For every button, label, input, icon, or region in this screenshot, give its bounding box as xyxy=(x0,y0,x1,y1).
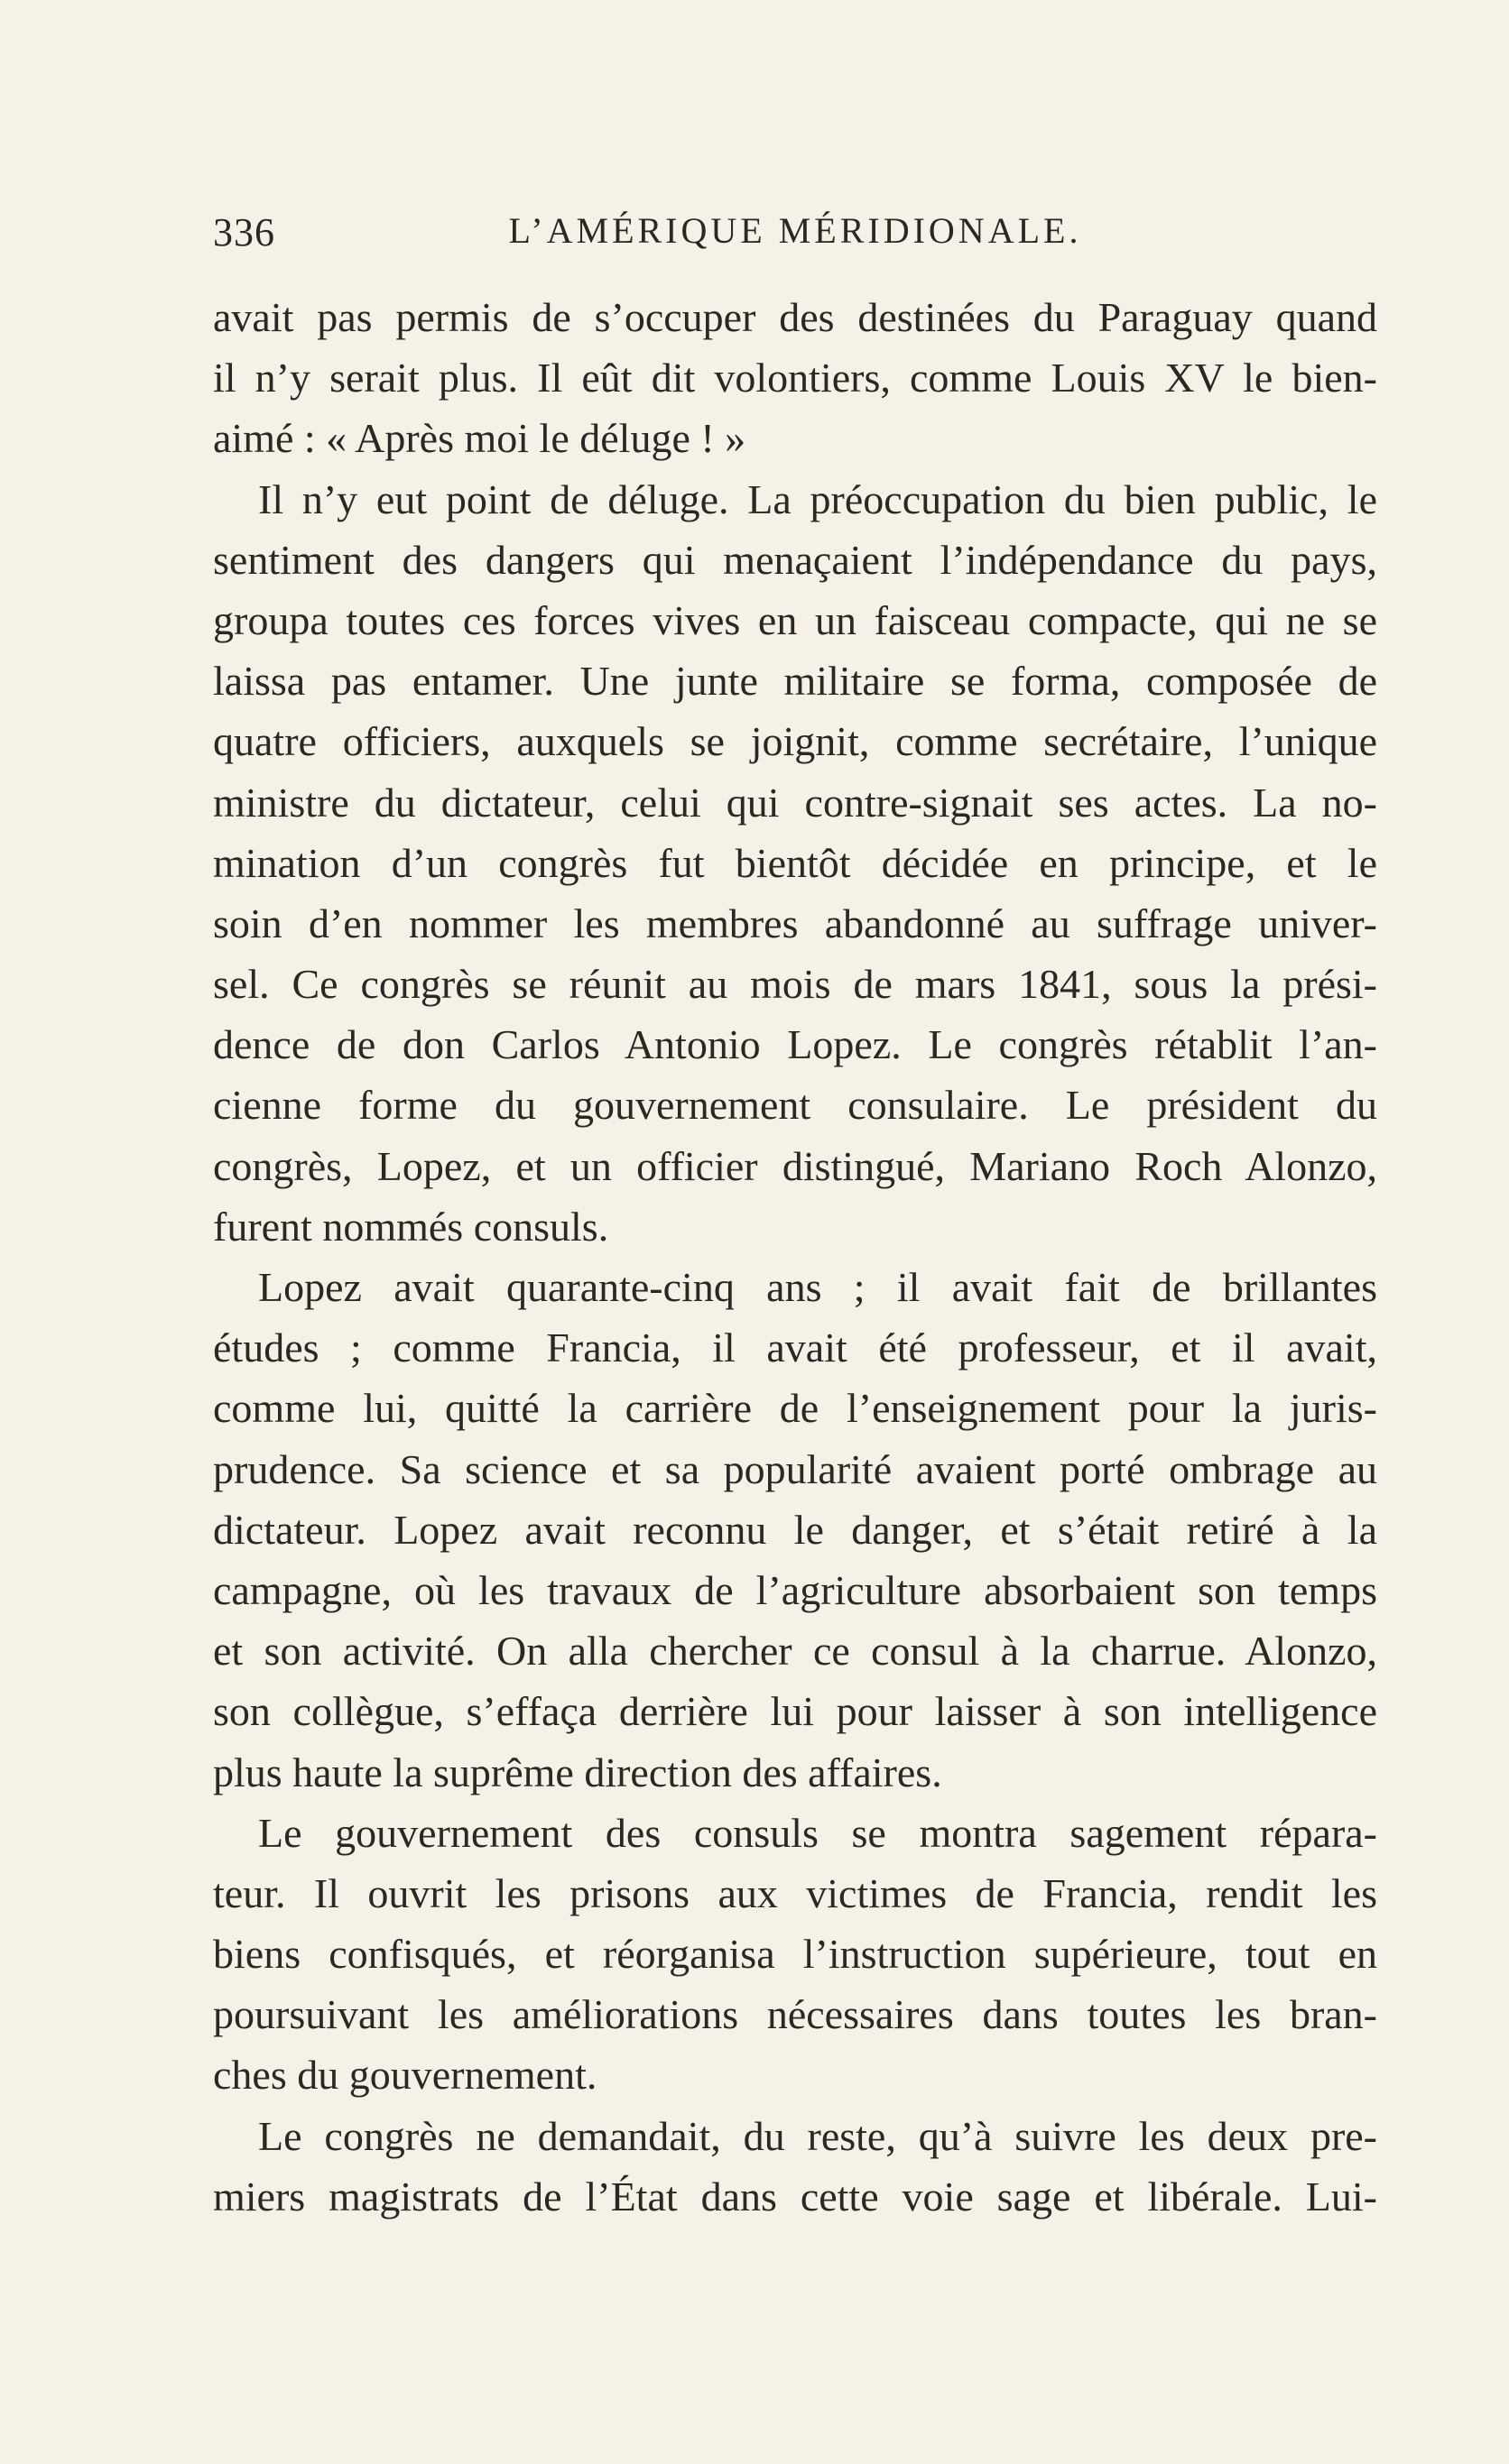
text-line: quatre officiers, auxquels se joignit, comme secrétaire, l’unique xyxy=(213,718,1377,765)
page-header xyxy=(213,209,1377,263)
text-line: études ; comme Francia, il avait été professeur, et il avait, xyxy=(213,1324,1377,1371)
text-line: Le gouvernement des consuls se montra sagement répara- xyxy=(258,1809,1377,1856)
text-line: ches du gouvernement. xyxy=(213,2052,597,2099)
page-number: 336 xyxy=(213,210,275,254)
text-line: sel. Ce congrès se réunit au mois de mars 1841, sous la prési- xyxy=(213,961,1377,1008)
text-line: son collègue, s’effaça derrière lui pour laisser à son intelligence xyxy=(213,1688,1377,1735)
body-text xyxy=(213,287,1377,2227)
text-line: Le congrès ne demandait, du reste, qu’à suivre les deux pre- xyxy=(258,2112,1377,2159)
text-line: soin d’en nommer les membres abandonné au suffrage univer- xyxy=(213,900,1377,946)
running-title: L’AMÉRIQUE MÉRIDIONALE. xyxy=(508,210,1082,251)
text-line: groupa toutes ces forces vives en un faisceau compacte, qui ne se xyxy=(213,596,1377,643)
text-line: il n’y serait plus. Il eût dit volontiers, comme Louis XV le bien- xyxy=(213,355,1377,401)
text-line: comme lui, quitté la carrière de l’enseignement pour la juris- xyxy=(213,1385,1377,1432)
text-line: teur. Il ouvrit les prisons aux victimes de Francia, rendit les xyxy=(213,1869,1377,1916)
text-line: congrès, Lopez, et un officier distingué, Mariano Roch Alonzo, xyxy=(213,1142,1377,1189)
text-line: ministre du dictateur, celui qui contre-signait ses actes. La no- xyxy=(213,779,1377,826)
text-line: campagne, où les travaux de l’agriculture absorbaient son temps xyxy=(213,1566,1377,1613)
text-line: poursuivant les améliorations nécessaires dans toutes les bran- xyxy=(213,1991,1377,2038)
text-line: avait pas permis de s’occuper des destinées du Paraguay quand xyxy=(213,294,1377,340)
text-line: et son activité. On alla chercher ce consul à la charrue. Alonzo, xyxy=(213,1628,1377,1675)
text-line: prudence. Sa science et sa popularité avaient porté ombrage au xyxy=(213,1445,1377,1492)
text-line: miers magistrats de l’État dans cette voie sage et libérale. Lui- xyxy=(213,2173,1377,2219)
text-line: Lopez avait quarante-cinq ans ; il avait fait de brillantes xyxy=(258,1264,1377,1310)
text-line: mination d’un congrès fut bientôt décidée en principe, et le xyxy=(213,839,1377,886)
text-line: biens confisqués, et réorganisa l’instruction supérieure, tout en xyxy=(213,1931,1377,1978)
text-line: dence de don Carlos Antonio Lopez. Le congrès rétablit l’an- xyxy=(213,1021,1377,1068)
text-line: cienne forme du gouvernement consulaire. Le président du xyxy=(213,1082,1377,1129)
text-line: laissa pas entamer. Une junte militaire se forma, composée de xyxy=(213,658,1377,705)
text-line: plus haute la suprême direction des affaires. xyxy=(213,1749,942,1795)
text-line: Il n’y eut point de déluge. La préoccupation du bien public, le xyxy=(258,475,1377,522)
text-line: dictateur. Lopez avait reconnu le danger, et s’était retiré à la xyxy=(213,1506,1377,1553)
text-line: furent nommés consuls. xyxy=(213,1203,609,1250)
text-line: aimé : « Après moi le déluge ! » xyxy=(213,415,746,462)
text-line: sentiment des dangers qui menaçaient l’indépendance du pays, xyxy=(213,536,1377,583)
